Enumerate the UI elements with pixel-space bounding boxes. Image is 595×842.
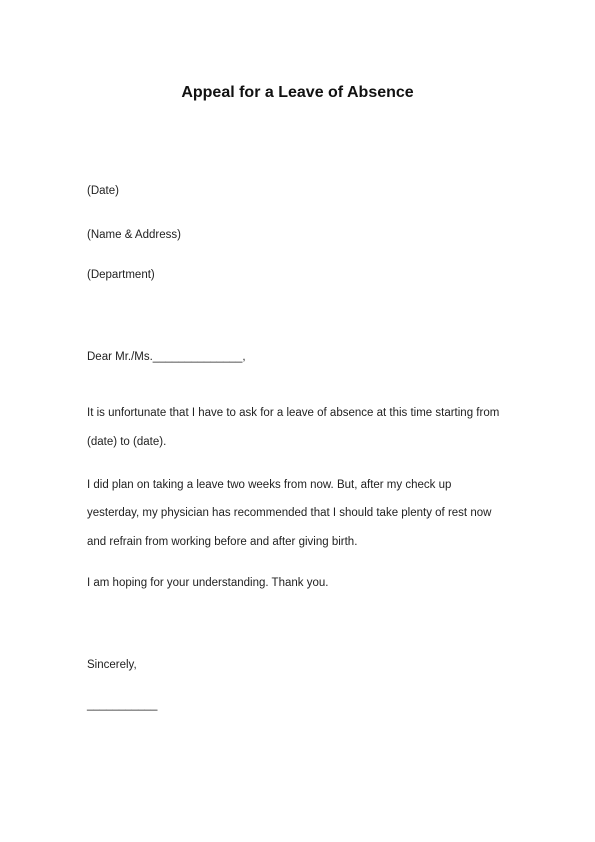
paragraph-2-line-3: and refrain from working before and after giving birth.: [87, 536, 358, 548]
paragraph-1-line-1: It is unfortunate that I have to ask for a leave of absence at this time starting from: [87, 407, 500, 419]
document-title: Appeal for a Leave of Absence: [181, 84, 414, 101]
salutation: Dear Mr./Ms.______________,: [87, 351, 246, 363]
name-address-placeholder: (Name & Address): [87, 229, 181, 241]
paragraph-1-line-2: (date) to (date).: [87, 436, 167, 448]
paragraph-3: I am hoping for your understanding. Thank you.: [87, 577, 329, 589]
department-placeholder: (Department): [87, 269, 155, 281]
signature-line: ___________: [87, 699, 158, 711]
closing: Sincerely,: [87, 659, 137, 671]
date-placeholder: (Date): [87, 185, 119, 197]
paragraph-2-line-1: I did plan on taking a leave two weeks from now. But, after my check up: [87, 479, 452, 491]
paragraph-2-line-2: yesterday, my physician has recommended that I should take plenty of rest now: [87, 507, 492, 519]
